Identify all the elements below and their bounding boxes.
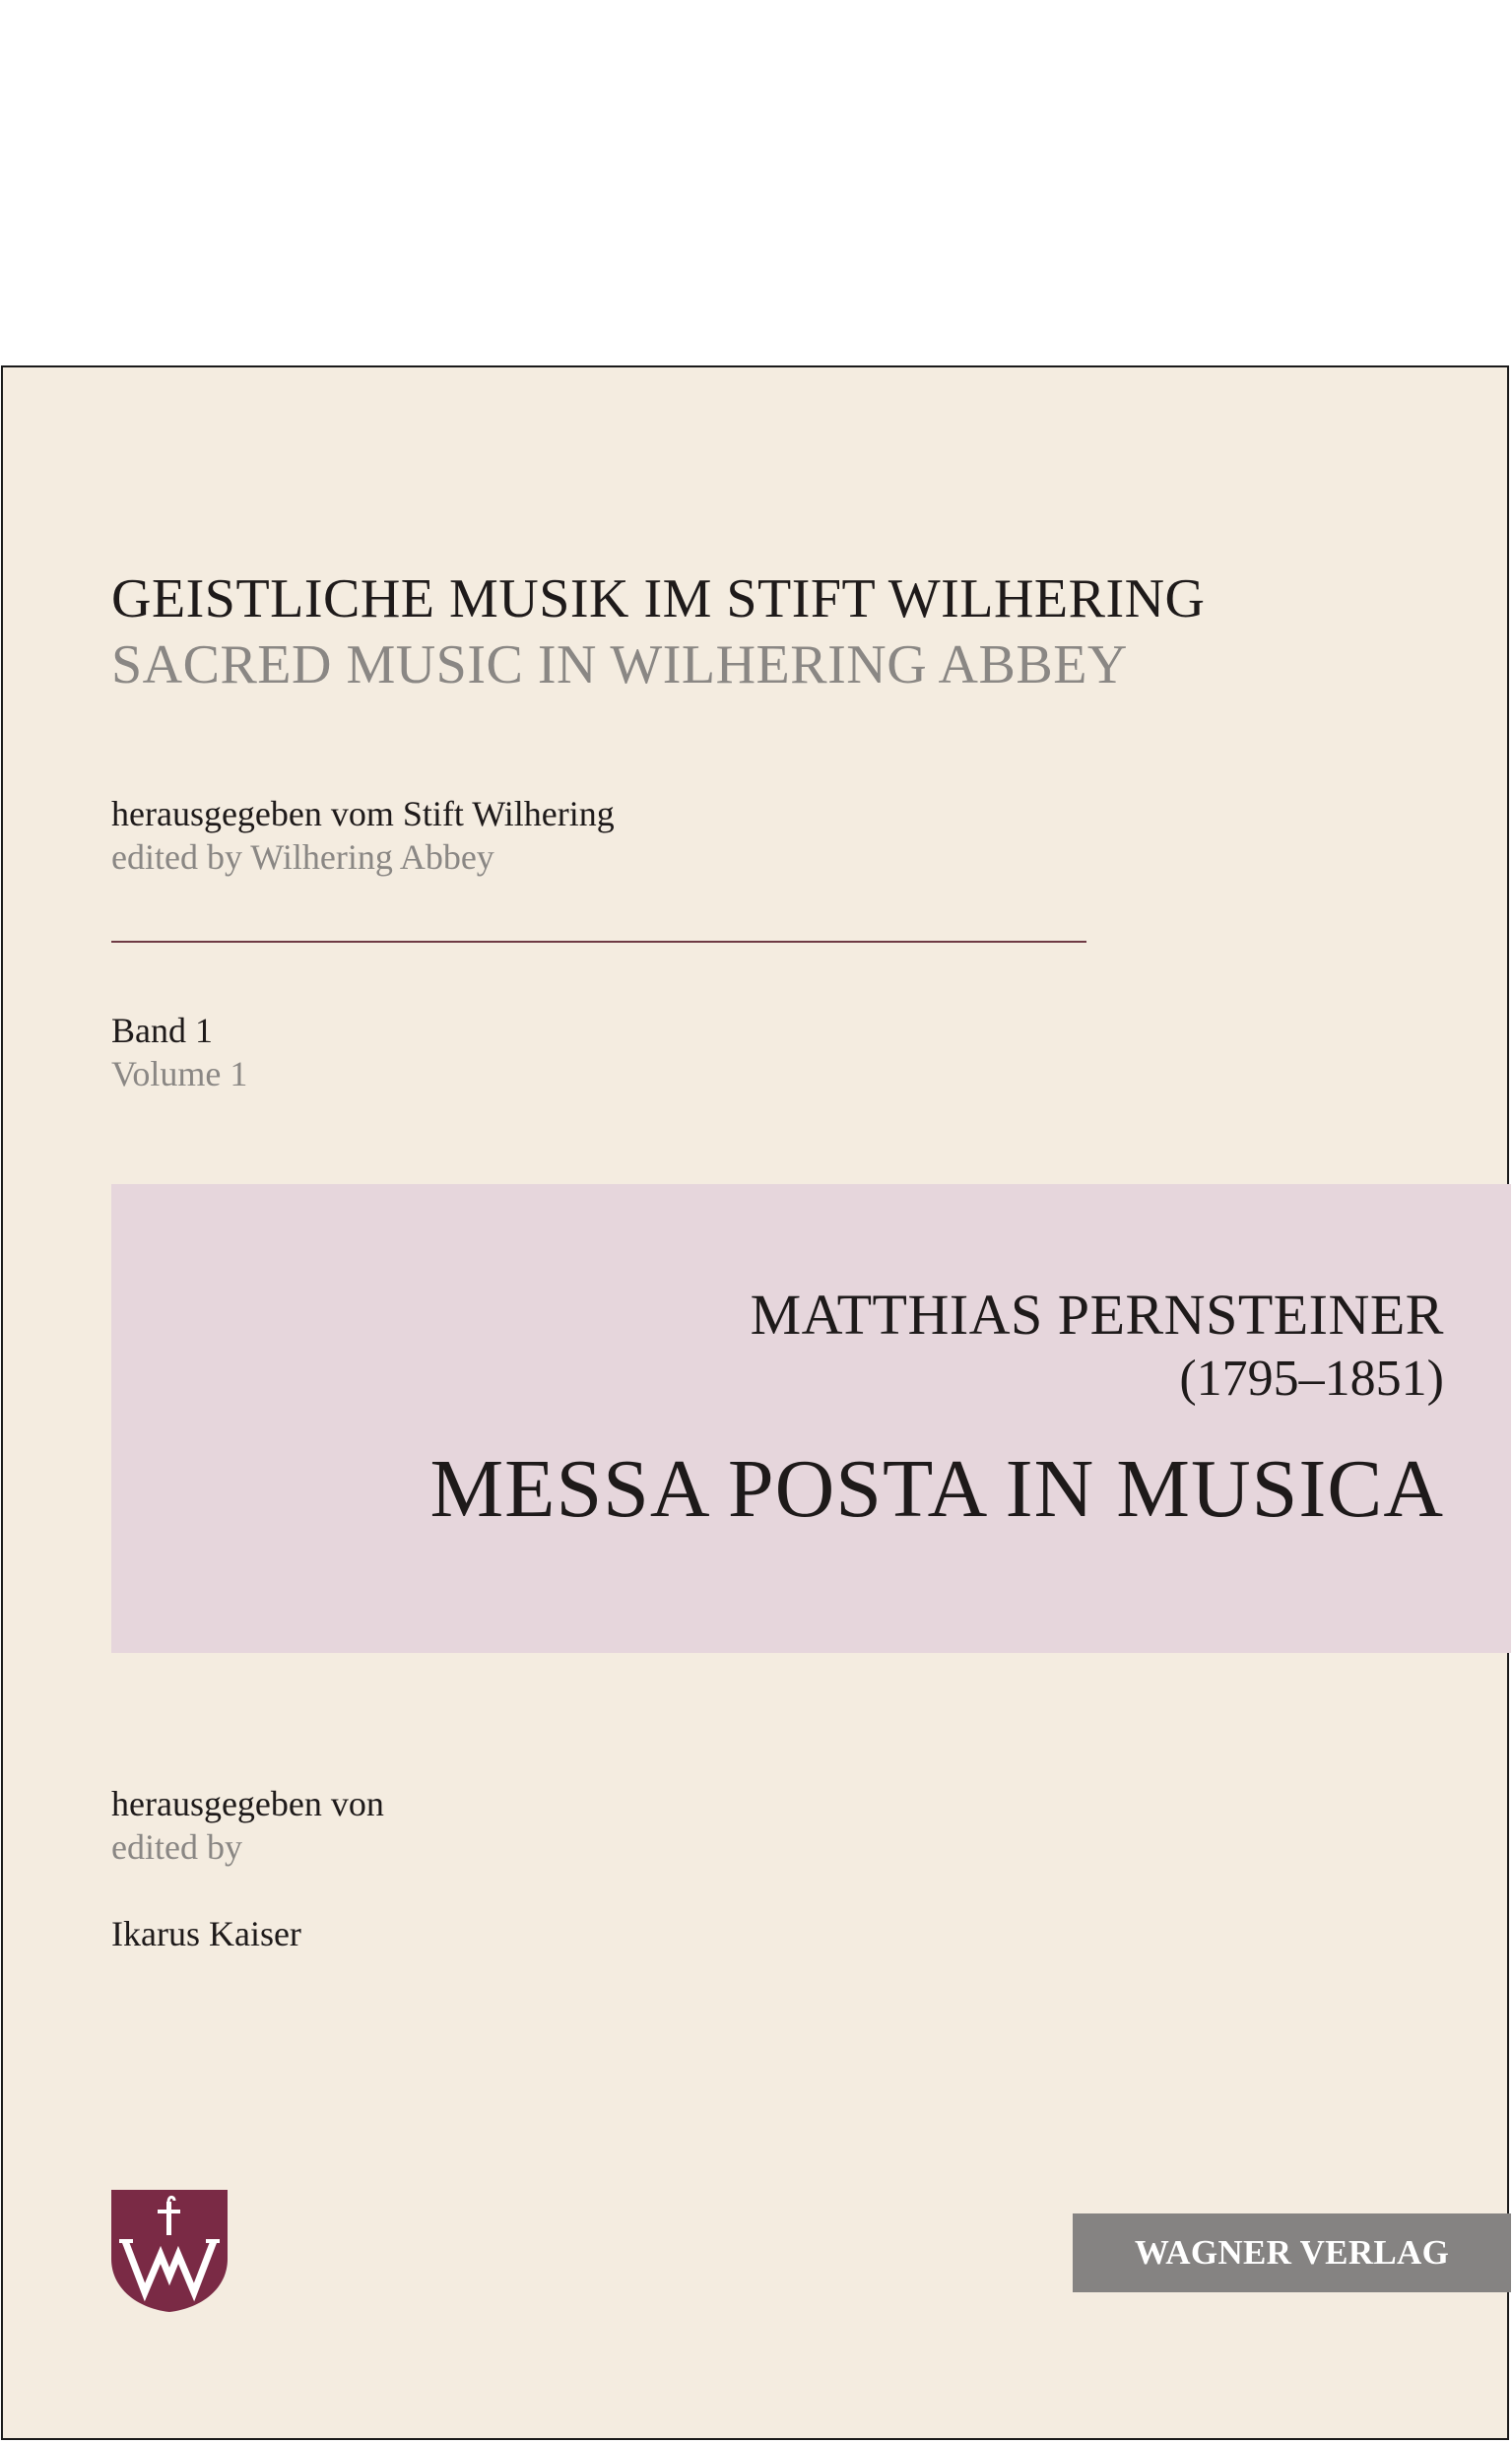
- composer-dates: (1795–1851): [1179, 1351, 1444, 1407]
- divider-rule: [111, 941, 1086, 943]
- title-panel: [111, 1184, 1511, 1653]
- editor-name: Ikarus Kaiser: [111, 1914, 301, 1953]
- volume-label-german: Band 1: [111, 1011, 213, 1050]
- volume-label-english: Volume 1: [111, 1054, 248, 1093]
- book-cover: [1, 365, 1509, 2440]
- work-title: MESSA POSTA IN MUSICA: [429, 1443, 1444, 1535]
- series-title-german: GEISTLICHE MUSIK IM STIFT WILHERING: [111, 568, 1206, 629]
- series-editor-english: edited by Wilhering Abbey: [111, 837, 494, 877]
- composer-name: MATTHIAS PERNSTEINER: [750, 1283, 1444, 1347]
- editor-label-english: edited by: [111, 1827, 242, 1867]
- wilhering-abbey-crest-icon: [111, 2190, 228, 2312]
- series-title-english: SACRED MUSIC IN WILHERING ABBEY: [111, 634, 1128, 695]
- publisher-badge: [1073, 2213, 1511, 2292]
- editor-label-german: herausgegeben von: [111, 1784, 384, 1823]
- publisher-name: WAGNER VERLAG: [1134, 2233, 1450, 2272]
- series-editor-german: herausgegeben vom Stift Wilhering: [111, 794, 615, 833]
